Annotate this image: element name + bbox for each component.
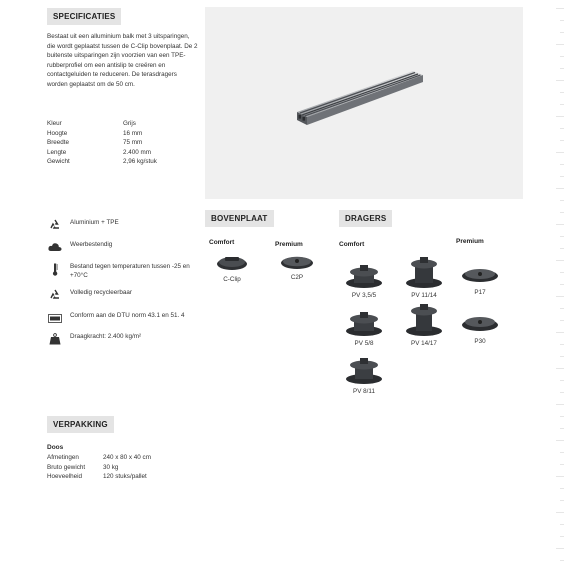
c-clip-image	[216, 253, 248, 273]
edge-tick	[556, 332, 564, 333]
part-c2p	[280, 253, 314, 281]
spec-key: Breedte	[47, 139, 70, 147]
packaging-key: Hoeveelheid	[47, 473, 83, 481]
packaging-table	[47, 453, 151, 482]
edge-tick	[560, 68, 564, 69]
pedestal-image	[405, 256, 443, 289]
edge-tick	[560, 272, 564, 273]
edge-tick	[560, 344, 564, 345]
edge-tick	[560, 524, 564, 525]
edge-tick	[560, 308, 564, 309]
edge-tick	[560, 560, 564, 561]
edge-tick	[560, 140, 564, 141]
spec-value: 75 mm	[123, 139, 143, 147]
edge-tick	[560, 200, 564, 201]
edge-tick	[560, 176, 564, 177]
edge-tick	[560, 428, 564, 429]
spec-row	[47, 148, 157, 158]
edge-tick	[560, 536, 564, 537]
pedestal-image	[461, 264, 499, 286]
part-name: PV 14/17	[411, 340, 437, 347]
part-p17	[459, 264, 501, 296]
edge-tick	[556, 116, 564, 117]
bovenplaat-comfort-label: Comfort	[209, 239, 235, 246]
specs-table	[47, 119, 157, 167]
edge-tick	[556, 440, 564, 441]
edge-tick	[556, 152, 564, 153]
feature-item	[47, 263, 190, 280]
recycle-icon	[47, 289, 63, 301]
spec-value: 16 mm	[123, 129, 143, 137]
edge-tick	[556, 224, 564, 225]
edge-tick	[556, 44, 564, 45]
edge-tick	[560, 92, 564, 93]
edge-tick	[560, 56, 564, 57]
part-name: PV 5/8	[354, 340, 374, 347]
dtu-icon	[47, 312, 63, 324]
packaging-title: Doos	[47, 444, 64, 451]
edge-tick	[560, 32, 564, 33]
edge-tick	[560, 392, 564, 393]
edge-tick	[556, 188, 564, 189]
spec-row	[47, 157, 157, 167]
aluminium-beam-image	[205, 7, 523, 199]
edge-tick	[556, 296, 564, 297]
edge-tick	[560, 464, 564, 465]
spec-key: Hoogte	[47, 129, 68, 137]
packaging-value: 240 x 80 x 40 cm	[103, 454, 151, 461]
part-name: PV 11/14	[411, 292, 437, 299]
edge-tick	[556, 476, 564, 477]
edge-tick	[556, 404, 564, 405]
pedestal-image	[461, 311, 499, 335]
packaging-row	[47, 453, 151, 463]
recycle-icon	[47, 219, 63, 231]
pedestal-image	[345, 357, 383, 385]
part-pv-14-17	[403, 303, 445, 347]
edge-tick	[560, 20, 564, 21]
spec-value: 2.400 mm	[123, 148, 151, 156]
spec-value: 2,96 kg/stuk	[123, 158, 157, 166]
dragers-comfort-label: Comfort	[339, 241, 365, 248]
part-name: C2P	[290, 274, 304, 281]
packaging-tag: VERPAKKING	[47, 416, 114, 433]
edge-tick	[560, 500, 564, 501]
packaging-key: Bruto gewicht	[47, 463, 86, 471]
part-pv-11-14	[403, 256, 445, 299]
edge-tick	[556, 548, 564, 549]
feature-item	[47, 333, 190, 345]
feature-text: Volledig recycleerbaar	[70, 289, 132, 296]
edge-tick	[560, 236, 564, 237]
edge-tick	[560, 320, 564, 321]
part-name: C-Clip	[223, 276, 241, 283]
edge-tick	[560, 488, 564, 489]
weight-icon	[47, 333, 63, 345]
spec-row	[47, 138, 157, 148]
spec-row	[47, 129, 157, 139]
edge-tick	[560, 128, 564, 129]
c2p-image	[280, 253, 314, 271]
packaging-value: 30 kg	[103, 463, 119, 471]
spec-row	[47, 119, 157, 129]
pedestal-image	[345, 311, 383, 337]
edge-tick	[560, 380, 564, 381]
feature-text: Weerbestendig	[70, 241, 113, 248]
pedestal-image	[345, 263, 383, 289]
pedestal-image	[405, 303, 443, 337]
spec-key: Lengte	[47, 148, 67, 156]
part-pv-3-5-5	[343, 263, 385, 299]
feature-item	[47, 312, 190, 324]
part-name: PV 3,5/5	[351, 292, 377, 299]
part-p30	[459, 311, 501, 345]
edge-tick	[560, 164, 564, 165]
product-image	[205, 7, 523, 199]
feature-text: Draagkracht: 2.400 kg/m²	[70, 333, 142, 340]
edge-tick	[560, 248, 564, 249]
bovenplaat-premium-label: Premium	[275, 241, 303, 248]
part-pv-5-8	[343, 311, 385, 347]
packaging-value: 120 stuks/pallet	[103, 473, 147, 481]
cloud-icon	[47, 241, 63, 253]
dragers-premium-label: Premium	[456, 238, 484, 245]
edge-tick	[556, 80, 564, 81]
edge-tick	[556, 512, 564, 513]
specs-description: Bestaat uit een alluminium balk met 3 uitsparingen, die wordt geplaatst tussen de C-Clip bovenplaat. De 2 buitenste uitsparingen zijn voorzien van een TPE-rubberprofiel om een antislip te creëren en contactgeluiden te reduceren. De terasdragers worden geplaatst om de 50 cm.	[47, 33, 198, 88]
feature-text: Conform aan de DTU norm 43.1 en 51. 4	[70, 312, 185, 319]
edge-tick	[560, 356, 564, 357]
packaging-row	[47, 472, 151, 482]
dragers-tag: DRAGERS	[339, 210, 392, 227]
part-pv-8-11	[343, 357, 385, 395]
spec-value: Grijs	[123, 120, 136, 127]
packaging-key: Afmetingen	[47, 454, 79, 461]
thermometer-icon	[47, 263, 63, 275]
edge-tick	[556, 260, 564, 261]
spec-key: Kleur	[47, 120, 62, 127]
edge-tick	[560, 284, 564, 285]
edge-tick	[560, 416, 564, 417]
part-c-clip	[215, 253, 249, 283]
bovenplaat-tag: BOVENPLAAT	[205, 210, 274, 227]
specs-tag: SPECIFICATIES	[47, 8, 121, 25]
feature-item	[47, 289, 190, 301]
part-name: PV 8/11	[353, 388, 375, 395]
edge-tick	[560, 212, 564, 213]
edge-tick	[556, 368, 564, 369]
packaging-row	[47, 463, 151, 473]
feature-item	[47, 219, 190, 231]
edge-tick	[556, 8, 564, 9]
feature-item	[47, 241, 190, 253]
page-edge-marks	[554, 0, 564, 570]
edge-tick	[560, 104, 564, 105]
spec-key: Gewicht	[47, 158, 70, 166]
edge-tick	[560, 452, 564, 453]
feature-text: Aluminium + TPE	[70, 219, 119, 226]
part-name: P30	[474, 338, 486, 345]
feature-text: Bestand tegen temperaturen tussen -25 en +70°C	[70, 263, 190, 279]
part-name: P17	[474, 289, 486, 296]
